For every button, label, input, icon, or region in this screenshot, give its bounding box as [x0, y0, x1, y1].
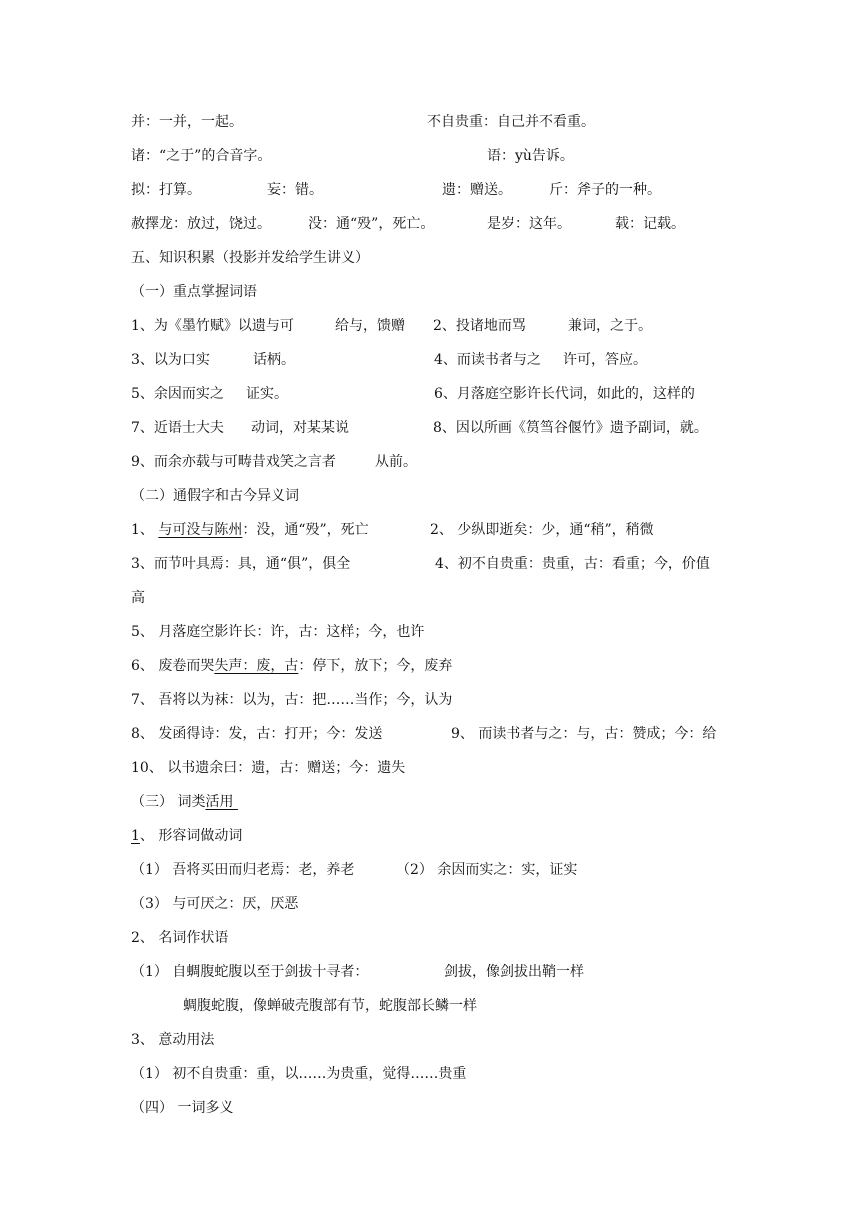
- text-line: 8、 发函得诗：发，古：打开；今：发送 9、 而读书者与之：与，古：赞成；今：给: [131, 726, 717, 742]
- text-line: 诸：“之于”的合音字。 语：yù告诉。: [131, 148, 574, 164]
- text-line: 1、 形容词做动词: [131, 828, 243, 844]
- text-line: 并：一并，一起。 不自贵重：自己并不看重。: [131, 114, 595, 130]
- text-line: 拟：打算。 妄：错。 遗：赠送。 斤：斧子的一种。: [131, 182, 661, 198]
- text-line: （3） 与可厌之：厌，厌恶: [131, 896, 299, 912]
- subsection-heading: （三） 词类活用: [131, 794, 234, 810]
- text-line: 9、而余亦载与可畴昔戏笑之言者 从前。: [131, 454, 417, 470]
- text-line: 2、 名词作状语: [131, 930, 229, 946]
- section-heading: 五、知识积累（投影并发给学生讲义）: [131, 250, 369, 266]
- text-line: （1） 吾将买田而归老焉：老，养老 （2） 余因而实之：实，证实: [131, 862, 578, 878]
- text-line: 蜩腹蛇腹，像蝉破壳腹部有节，蛇腹部长鳞一样: [183, 998, 477, 1014]
- text-line: 高: [131, 590, 145, 606]
- text-line: 7、 吾将以为袜：以为，古：把……当作；今，认为: [131, 692, 453, 708]
- text-line: 7、近语士大夫 动词，对某某说 8、因以所画《筼筜谷偃竹》遗予副词，就。: [131, 420, 708, 436]
- text-line: （1） 初不自贵重：重，以……为贵重，觉得……贵重: [131, 1066, 467, 1082]
- text-line: （1） 自蜩腹蛇腹以至于剑拔十寻者： 剑拔，像剑拔出鞘一样: [131, 964, 584, 980]
- text-line: 赦擇龙：放过，饶过。 没：通“殁”，死亡。 是岁：这年。 载：记载。: [131, 216, 685, 232]
- text-line: 10、 以书遗余曰：遗，古：赠送；今：遗失: [131, 760, 406, 776]
- subsection-heading: （二）通假字和古今异义词: [131, 488, 299, 504]
- subsection-heading: （四） 一词多义: [131, 1100, 234, 1116]
- text-line: 5、余因而实之 证实。 6、月落庭空影许长代词，如此的，这样的: [131, 386, 695, 402]
- text-line: 3、以为口实 话柄。 4、而读书者与之 许可，答应。: [131, 352, 647, 368]
- text-line: 3、而节叶具焉：具，通“俱”，俱全 4、初不自贵重：贵重，古：看重；今，价值: [131, 556, 710, 572]
- text-line: 1、为《墨竹赋》以遗与可 给与，馈赠 2、投诸地而骂 兼词，之于。: [131, 318, 652, 334]
- text-line: 6、 废卷而哭失声：废，古：停下，放下；今，废弃: [131, 658, 453, 674]
- text-line: 1、 与可没与陈州：没，通“殁”，死亡 2、 少纵即逝矣：少，通“稍”，稍微: [131, 522, 654, 538]
- text-line: 5、 月落庭空影许长：许，古：这样；今，也许: [131, 624, 425, 640]
- subsection-heading: （一）重点掌握词语: [131, 284, 257, 300]
- text-line: 3、 意动用法: [131, 1032, 215, 1048]
